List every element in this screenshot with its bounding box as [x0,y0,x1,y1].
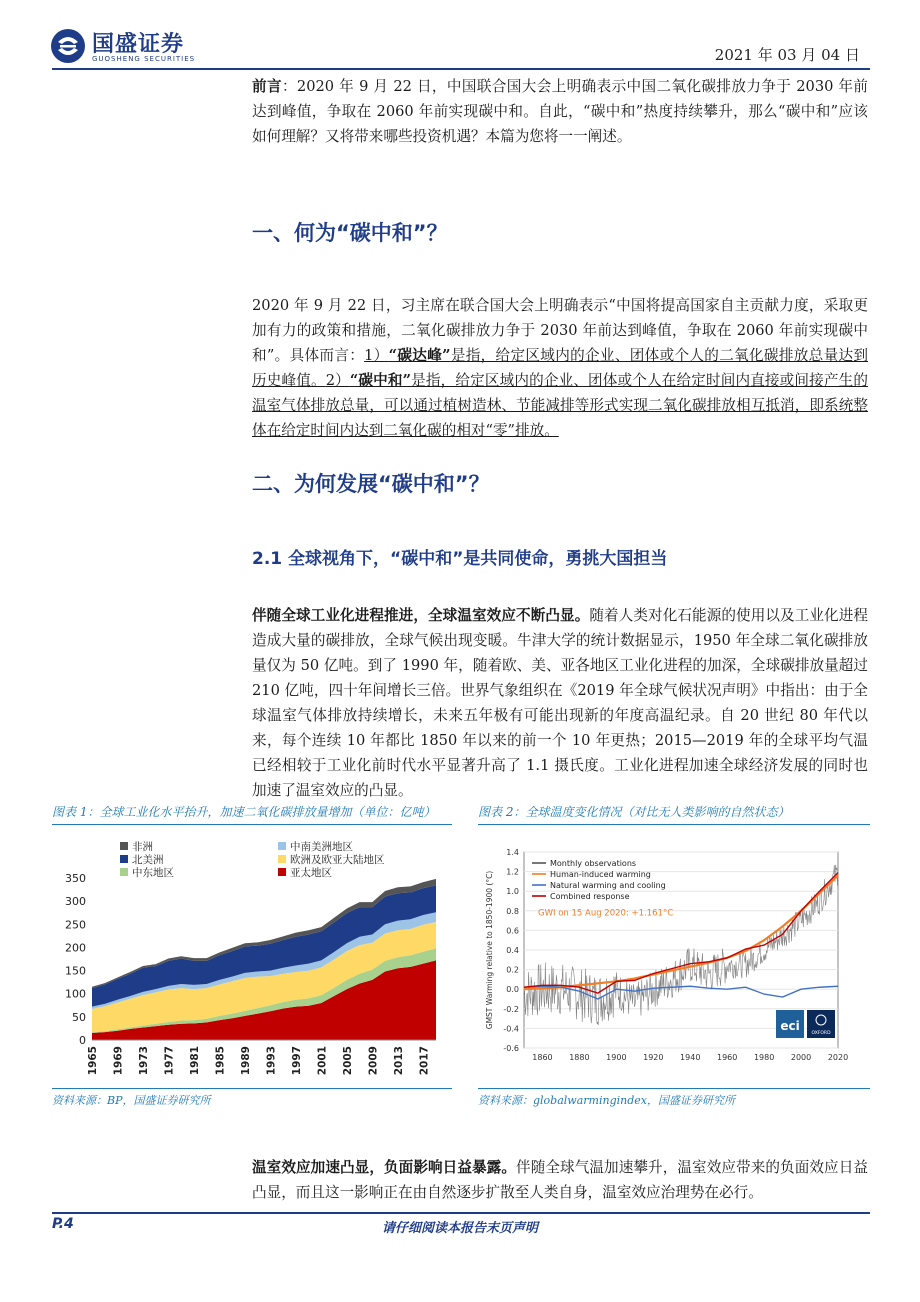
brand-name: 国盛证券 [92,32,185,57]
legend-label: 中南美洲地区 [290,841,353,853]
x-tick-label: 1920 [643,1053,664,1062]
section1-heading: 一、何为“碳中和”？ [252,221,448,245]
p2-text: 伴随全球气温加速攀升，温室效应带来的负面效应日益凸显，而且这一影响正在由自然逐步扩散至人类自身，温室效应治理势在必行。 [252,1159,868,1201]
y-tick-label: -0.2 [503,1004,519,1014]
preface-paragraph [252,74,868,149]
x-tick-label: 2020 [827,1053,849,1062]
figure1-source: 资料来源：BP，国盛证券研究所 [52,1094,211,1107]
section2-paragraph2 [252,1155,868,1205]
brand-subtitle: GUOSHENG SECURITIES [92,55,196,63]
report-date: 2021 年 03 月 04 日 [714,46,860,64]
y-tick-label: 0 [79,1034,86,1047]
figure1-top-rule [52,824,452,825]
legend-swatch [120,855,128,863]
legend-swatch [278,842,286,850]
def1-term: “碳达峰” [388,347,451,364]
y-tick-label: 0.4 [506,946,519,955]
section2-paragraph1 [252,603,868,803]
x-tick-label: 1981 [188,1046,201,1076]
y-tick-label: 150 [65,964,86,978]
figure2-title: 图表 2：全球温度变化情况（对比无人类影响的自然状态） [478,805,790,819]
x-tick-label: 2000 [790,1053,812,1062]
x-tick-label: 1985 [214,1046,227,1076]
y-tick-label: -0.4 [503,1024,519,1034]
y-tick-label: 350 [65,872,86,885]
y-tick-label: 0.0 [506,985,519,995]
x-tick-label: 1960 [716,1053,738,1062]
def1-text: 是指，给定区域内的企业、团体或个人的二氧化碳排放总量达到历史峰值。 [252,347,868,389]
legend-label: 亚太地区 [290,867,332,879]
x-tick-label: 1860 [532,1053,553,1062]
p1-text: 随着人类对化石能源的使用以及工业化进程造成大量的碳排放，全球气候出现变暖。牛津大学的统计数据显示，1950 年全球二氧化碳排放量仅为 50 亿吨。到了 1990 年，随着欧、美、亚各地区工业化进程的加深，全球碳排放量超过 210 亿吨，四十年间增长三倍。世界气象组织在《2019 年全球气候状况声明》中指出：由于全球温室气体排放持续增长，未来五年极有可能出现新的年度高温纪录。自 20 世纪 80 年代以来，每个连续 10 年都比 1850 年以来的前一个 10 年更热；2015—2019 年的全球平均气温已经相较于工业化前时代水平显著升高了 1.1 摄氏度。工业化进程加速全球经济发展的同时也加速了温室效应的凸显。 [252,607,868,799]
page-number: P.4 [52,1216,74,1232]
y-tick-label: 1.2 [506,867,519,877]
def2-text: 是指，给定区域内的企业、团体或个人在给定时间内直接或间接产生的温室气体排放总量，可以通过植树造林、节能减排等形式实现二氧化碳排放相互抵消，即系统整体在给定时间内达到二氧化碳的相对“零”排放。 [252,372,868,439]
x-tick-label: 1977 [163,1046,176,1076]
legend-label: Natural warming and cooling [550,881,666,890]
x-tick-label: 2001 [316,1046,329,1076]
legend-swatch [120,842,128,850]
def1-num: 1） [364,347,389,364]
figure2-top-rule [478,824,870,825]
preface-text: ：2020 年 9 月 22 日，中国联合国大会上明确表示中国二氧化碳排放力争于 2030 年前达到峰值，争取在 2060 年前实现碳中和。自此，“碳中和”热度持续攀升，那么“碳中和”应该如何理解？又将带来哪些投资机遇？本篇为您将一一阐述。 [252,78,868,145]
y-tick-label: 200 [65,941,86,955]
y-tick-label: 1.4 [506,848,519,857]
y-tick-label: 100 [65,987,86,1001]
y-tick-label: 300 [65,895,86,909]
header-rule [52,68,870,70]
legend-swatch [120,868,128,876]
legend-swatch [278,868,286,876]
x-tick-label: 1980 [753,1053,775,1062]
x-tick-label: 1989 [239,1046,252,1076]
footer-disclaimer: 请仔细阅读本报告末页声明 [381,1221,538,1236]
y-tick-label: 1.0 [506,887,519,897]
gwi-annotation: GWI on 15 Aug 2020: +1.161°C [538,908,674,919]
y-tick-label: 0.2 [506,965,519,975]
figure2-bottom-rule [478,1088,870,1089]
legend-label: 北美洲 [132,854,164,866]
footer-rule [52,1212,870,1214]
p2-bold: 温室效应加速凸显，负面影响日益暴露。 [252,1159,517,1176]
emissions-stacked-area-chart [52,830,452,1086]
y-tick-label: -0.6 [503,1044,519,1053]
preface-label: 前言 [252,78,282,95]
y-tick-label: 250 [65,918,86,932]
figure2-source: 资料来源：globalwarmingindex，国盛证券研究所 [478,1094,735,1107]
y-tick-label: 50 [72,1010,86,1024]
section1-intro: 2020 年 9 月 22 日，习主席在联合国大会上明确表示“中国将提高国家自主贡献力度，采取更加有力的政策和措施，二氧化碳排放力争于 2030 年前达到峰值，争取在 2060 年前实现碳中和”。具体而言： [252,297,868,364]
figure1-bottom-rule [52,1088,452,1089]
figure1-title: 图表 1：全球工业化水平抬升，加速二氧化碳排放量增加（单位：亿吨） [52,805,436,819]
y-tick-label: 0.8 [506,906,519,916]
p1-bold: 伴随全球工业化进程推进，全球温室效应不断凸显。 [252,607,590,624]
legend-label: 欧洲及欧亚大陆地区 [290,854,385,866]
def2-term: “碳中和” [349,372,412,389]
x-tick-label: 1969 [112,1046,125,1076]
x-tick-label: 1965 [87,1046,99,1076]
x-tick-label: 1940 [680,1053,701,1062]
subsection-heading: 2.1 全球视角下，“碳中和”是共同使命，勇挑大国担当 [252,549,668,569]
def2-num: 2） [325,372,350,389]
section2-heading: 二、为何发展“碳中和”？ [252,472,490,496]
legend-swatch [278,855,286,863]
section1-paragraph [252,293,868,443]
x-tick-label: 1997 [290,1046,303,1076]
x-tick-label: 1880 [569,1053,590,1062]
x-tick-label: 2013 [392,1046,405,1076]
legend-label: 非洲 [132,841,153,853]
legend-label: 中东地区 [132,867,174,879]
oxford-logo-text: OXFORD [811,1031,831,1036]
x-tick-label: 1973 [137,1046,150,1076]
temperature-line-chart [478,830,870,1086]
y-tick-label: 0.6 [506,926,519,936]
legend-label: Human-induced warming [550,870,651,879]
x-tick-label: 1900 [606,1053,627,1062]
x-tick-label: 2005 [341,1046,354,1076]
x-tick-label: 1993 [265,1046,278,1076]
x-tick-label: 2009 [367,1046,380,1076]
x-tick-label: 2017 [418,1046,431,1076]
eci-logo-text: eci [780,1019,800,1033]
y-axis-label: GMST Warming relative to 1850-1900 (°C) [485,870,494,1030]
legend-label: Combined response [550,892,630,901]
legend-label: Monthly observations [550,859,637,868]
